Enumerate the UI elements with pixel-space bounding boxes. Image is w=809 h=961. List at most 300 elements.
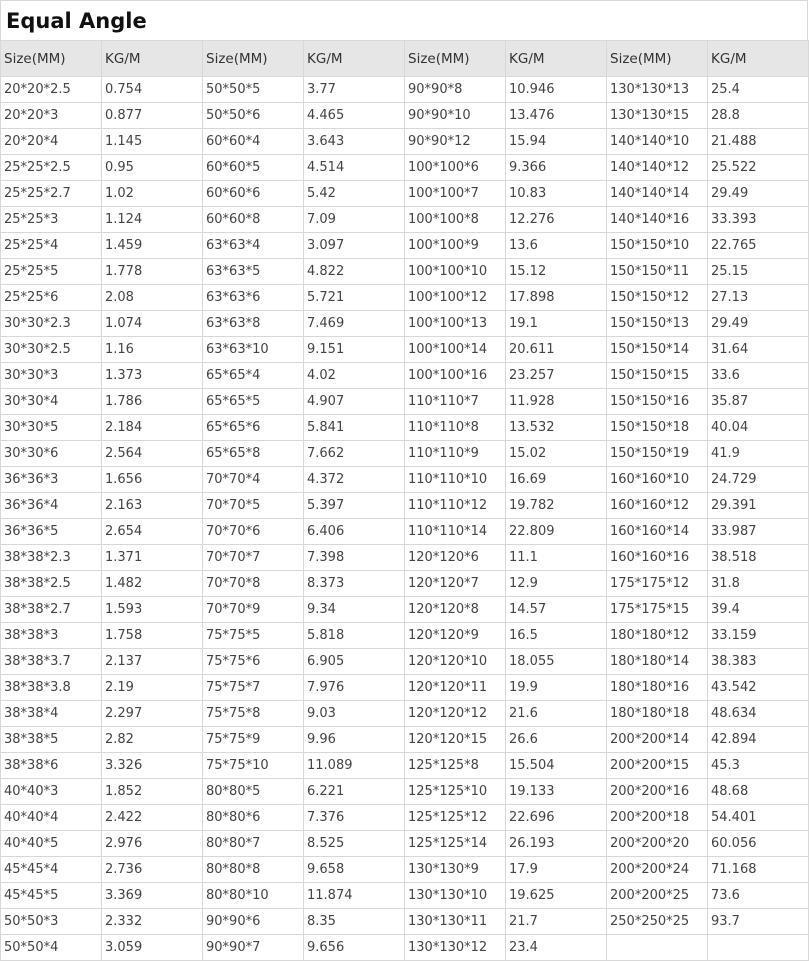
kg-per-meter-cell: 29.49 [708, 181, 809, 207]
table-row [1, 207, 809, 233]
kg-per-meter-cell: 13.6 [506, 233, 607, 259]
kg-per-meter-cell: 54.401 [708, 805, 809, 831]
table-row [1, 597, 809, 623]
size-cell: 25*25*3 [1, 207, 102, 233]
kg-per-meter-cell: 1.074 [102, 311, 203, 337]
size-cell: 63*63*6 [203, 285, 304, 311]
size-cell: 38*38*6 [1, 753, 102, 779]
size-cell: 175*175*12 [607, 571, 708, 597]
kg-per-meter-cell: 45.3 [708, 753, 809, 779]
kg-per-meter-cell: 15.12 [506, 259, 607, 285]
size-cell: 25*25*6 [1, 285, 102, 311]
table-row [1, 935, 809, 961]
size-cell: 75*75*9 [203, 727, 304, 753]
size-cell: 120*120*12 [405, 701, 506, 727]
kg-per-meter-cell: 28.8 [708, 103, 809, 129]
size-cell: 125*125*12 [405, 805, 506, 831]
kg-per-meter-cell: 19.625 [506, 883, 607, 909]
kg-per-meter-cell: 2.19 [102, 675, 203, 701]
kg-per-meter-cell: 18.055 [506, 649, 607, 675]
size-cell: 60*60*6 [203, 181, 304, 207]
kg-per-meter-cell: 2.976 [102, 831, 203, 857]
size-cell: 180*180*16 [607, 675, 708, 701]
table-row [1, 363, 809, 389]
table-row [1, 103, 809, 129]
size-cell: 30*30*6 [1, 441, 102, 467]
kg-per-meter-cell: 4.822 [304, 259, 405, 285]
kg-per-meter-header: KG/M [506, 41, 607, 77]
size-cell: 65*65*4 [203, 363, 304, 389]
size-cell: 65*65*5 [203, 389, 304, 415]
size-cell: 20*20*2.5 [1, 77, 102, 103]
kg-per-meter-cell: 1.482 [102, 571, 203, 597]
size-cell [607, 935, 708, 961]
kg-per-meter-cell: 2.297 [102, 701, 203, 727]
kg-per-meter-cell: 13.476 [506, 103, 607, 129]
size-cell: 20*20*4 [1, 129, 102, 155]
size-cell: 200*200*20 [607, 831, 708, 857]
kg-per-meter-cell: 22.809 [506, 519, 607, 545]
size-cell: 150*150*19 [607, 441, 708, 467]
kg-per-meter-cell: 7.376 [304, 805, 405, 831]
size-cell: 110*110*9 [405, 441, 506, 467]
kg-per-meter-cell: 21.7 [506, 909, 607, 935]
size-cell: 30*30*4 [1, 389, 102, 415]
kg-per-meter-cell: 2.564 [102, 441, 203, 467]
size-cell: 175*175*15 [607, 597, 708, 623]
size-cell: 200*200*14 [607, 727, 708, 753]
kg-per-meter-cell: 26.6 [506, 727, 607, 753]
size-cell: 70*70*9 [203, 597, 304, 623]
kg-per-meter-cell: 7.469 [304, 311, 405, 337]
kg-per-meter-cell: 10.946 [506, 77, 607, 103]
table-row [1, 701, 809, 727]
size-cell: 25*25*2.5 [1, 155, 102, 181]
size-cell: 130*130*12 [405, 935, 506, 961]
kg-per-meter-cell: 40.04 [708, 415, 809, 441]
size-cell: 30*30*3 [1, 363, 102, 389]
kg-per-meter-cell: 21.488 [708, 129, 809, 155]
kg-per-meter-cell: 5.42 [304, 181, 405, 207]
table-row [1, 233, 809, 259]
size-cell: 80*80*10 [203, 883, 304, 909]
table-row [1, 311, 809, 337]
kg-per-meter-cell: 13.532 [506, 415, 607, 441]
table-row [1, 649, 809, 675]
size-cell: 130*130*10 [405, 883, 506, 909]
size-cell: 70*70*8 [203, 571, 304, 597]
size-cell: 100*100*12 [405, 285, 506, 311]
size-cell: 60*60*8 [203, 207, 304, 233]
size-cell: 30*30*2.3 [1, 311, 102, 337]
size-cell: 90*90*6 [203, 909, 304, 935]
table-row [1, 623, 809, 649]
table-row [1, 805, 809, 831]
kg-per-meter-cell: 1.371 [102, 545, 203, 571]
kg-per-meter-cell: 11.089 [304, 753, 405, 779]
kg-per-meter-cell: 1.593 [102, 597, 203, 623]
kg-per-meter-cell: 2.736 [102, 857, 203, 883]
size-cell: 150*150*15 [607, 363, 708, 389]
size-cell: 100*100*7 [405, 181, 506, 207]
size-cell: 150*150*16 [607, 389, 708, 415]
size-cell: 75*75*7 [203, 675, 304, 701]
table-row [1, 337, 809, 363]
kg-per-meter-cell: 1.02 [102, 181, 203, 207]
size-cell: 160*160*16 [607, 545, 708, 571]
size-cell: 140*140*14 [607, 181, 708, 207]
kg-per-meter-cell: 33.393 [708, 207, 809, 233]
size-cell: 130*130*9 [405, 857, 506, 883]
kg-per-meter-cell: 14.57 [506, 597, 607, 623]
kg-per-meter-cell [708, 935, 809, 961]
size-cell: 38*38*2.3 [1, 545, 102, 571]
size-cell: 20*20*3 [1, 103, 102, 129]
kg-per-meter-cell: 1.852 [102, 779, 203, 805]
kg-per-meter-cell: 5.397 [304, 493, 405, 519]
kg-per-meter-cell: 22.696 [506, 805, 607, 831]
kg-per-meter-cell: 2.137 [102, 649, 203, 675]
size-cell: 130*130*11 [405, 909, 506, 935]
kg-per-meter-cell: 25.4 [708, 77, 809, 103]
kg-per-meter-cell: 71.168 [708, 857, 809, 883]
kg-per-meter-cell: 24.729 [708, 467, 809, 493]
size-cell: 120*120*7 [405, 571, 506, 597]
size-cell: 160*160*14 [607, 519, 708, 545]
kg-per-meter-cell: 12.9 [506, 571, 607, 597]
size-cell: 70*70*6 [203, 519, 304, 545]
kg-per-meter-cell: 16.5 [506, 623, 607, 649]
size-cell: 38*38*2.7 [1, 597, 102, 623]
size-cell: 70*70*4 [203, 467, 304, 493]
size-cell: 40*40*3 [1, 779, 102, 805]
kg-per-meter-cell: 1.656 [102, 467, 203, 493]
kg-per-meter-cell: 48.634 [708, 701, 809, 727]
kg-per-meter-header: KG/M [708, 41, 809, 77]
kg-per-meter-cell: 26.193 [506, 831, 607, 857]
kg-per-meter-header: KG/M [102, 41, 203, 77]
kg-per-meter-cell: 10.83 [506, 181, 607, 207]
table-row [1, 181, 809, 207]
size-cell: 25*25*2.7 [1, 181, 102, 207]
kg-per-meter-cell: 5.841 [304, 415, 405, 441]
table-row [1, 77, 809, 103]
kg-per-meter-cell: 0.877 [102, 103, 203, 129]
size-cell: 150*150*14 [607, 337, 708, 363]
size-cell: 180*180*12 [607, 623, 708, 649]
size-cell: 125*125*10 [405, 779, 506, 805]
kg-per-meter-cell: 6.905 [304, 649, 405, 675]
size-cell: 140*140*10 [607, 129, 708, 155]
size-cell: 90*90*8 [405, 77, 506, 103]
kg-per-meter-cell: 6.221 [304, 779, 405, 805]
size-cell: 180*180*18 [607, 701, 708, 727]
kg-per-meter-cell: 7.976 [304, 675, 405, 701]
kg-per-meter-cell: 12.276 [506, 207, 607, 233]
table-row [1, 441, 809, 467]
kg-per-meter-cell: 2.654 [102, 519, 203, 545]
table-row [1, 519, 809, 545]
size-cell: 50*50*3 [1, 909, 102, 935]
size-cell: 80*80*6 [203, 805, 304, 831]
size-cell: 75*75*10 [203, 753, 304, 779]
kg-per-meter-cell: 3.643 [304, 129, 405, 155]
kg-per-meter-cell: 16.69 [506, 467, 607, 493]
size-cell: 160*160*10 [607, 467, 708, 493]
size-cell: 75*75*8 [203, 701, 304, 727]
size-header: Size(MM) [1, 41, 102, 77]
size-cell: 50*50*6 [203, 103, 304, 129]
size-cell: 110*110*14 [405, 519, 506, 545]
table-row [1, 753, 809, 779]
kg-per-meter-cell: 9.03 [304, 701, 405, 727]
kg-per-meter-cell: 11.1 [506, 545, 607, 571]
size-cell: 150*150*18 [607, 415, 708, 441]
kg-per-meter-cell: 7.662 [304, 441, 405, 467]
size-cell: 90*90*10 [405, 103, 506, 129]
kg-per-meter-cell: 15.94 [506, 129, 607, 155]
kg-per-meter-cell: 38.383 [708, 649, 809, 675]
kg-per-meter-cell: 25.522 [708, 155, 809, 181]
size-cell: 150*150*13 [607, 311, 708, 337]
kg-per-meter-cell: 31.64 [708, 337, 809, 363]
size-cell: 80*80*8 [203, 857, 304, 883]
kg-per-meter-cell: 29.49 [708, 311, 809, 337]
kg-per-meter-cell: 8.525 [304, 831, 405, 857]
table-row [1, 831, 809, 857]
table-body [1, 77, 809, 961]
size-cell: 38*38*4 [1, 701, 102, 727]
kg-per-meter-cell: 3.77 [304, 77, 405, 103]
kg-per-meter-cell: 0.95 [102, 155, 203, 181]
size-cell: 36*36*4 [1, 493, 102, 519]
kg-per-meter-cell: 4.907 [304, 389, 405, 415]
size-cell: 70*70*7 [203, 545, 304, 571]
kg-per-meter-cell: 19.133 [506, 779, 607, 805]
kg-per-meter-cell: 33.987 [708, 519, 809, 545]
size-cell: 120*120*10 [405, 649, 506, 675]
table-header [1, 41, 809, 77]
kg-per-meter-cell: 42.894 [708, 727, 809, 753]
table-row [1, 857, 809, 883]
size-cell: 120*120*15 [405, 727, 506, 753]
size-cell: 60*60*4 [203, 129, 304, 155]
size-cell: 63*63*10 [203, 337, 304, 363]
size-cell: 125*125*14 [405, 831, 506, 857]
kg-per-meter-cell: 1.778 [102, 259, 203, 285]
kg-per-meter-cell: 19.782 [506, 493, 607, 519]
equal-angle-table [0, 40, 809, 961]
kg-per-meter-cell: 39.4 [708, 597, 809, 623]
table-row [1, 467, 809, 493]
kg-per-meter-cell: 15.02 [506, 441, 607, 467]
table-row [1, 415, 809, 441]
table-row [1, 259, 809, 285]
size-cell: 38*38*3.7 [1, 649, 102, 675]
page-title: Equal Angle [0, 0, 808, 40]
kg-per-meter-cell: 2.184 [102, 415, 203, 441]
kg-per-meter-cell: 33.6 [708, 363, 809, 389]
size-cell: 110*110*10 [405, 467, 506, 493]
kg-per-meter-cell: 23.4 [506, 935, 607, 961]
kg-per-meter-cell: 22.765 [708, 233, 809, 259]
table-row [1, 571, 809, 597]
table-row [1, 675, 809, 701]
size-cell: 150*150*12 [607, 285, 708, 311]
size-cell: 200*200*24 [607, 857, 708, 883]
kg-per-meter-header: KG/M [304, 41, 405, 77]
kg-per-meter-cell: 5.818 [304, 623, 405, 649]
kg-per-meter-cell: 8.373 [304, 571, 405, 597]
kg-per-meter-cell: 48.68 [708, 779, 809, 805]
kg-per-meter-cell: 43.542 [708, 675, 809, 701]
size-cell: 36*36*5 [1, 519, 102, 545]
size-cell: 110*110*12 [405, 493, 506, 519]
size-cell: 80*80*7 [203, 831, 304, 857]
kg-per-meter-cell: 11.928 [506, 389, 607, 415]
size-cell: 38*38*3 [1, 623, 102, 649]
kg-per-meter-cell: 6.406 [304, 519, 405, 545]
size-cell: 100*100*13 [405, 311, 506, 337]
size-cell: 100*100*8 [405, 207, 506, 233]
size-cell: 50*50*5 [203, 77, 304, 103]
kg-per-meter-cell: 7.09 [304, 207, 405, 233]
kg-per-meter-cell: 2.08 [102, 285, 203, 311]
kg-per-meter-cell: 27.13 [708, 285, 809, 311]
kg-per-meter-cell: 4.02 [304, 363, 405, 389]
size-cell: 30*30*2.5 [1, 337, 102, 363]
kg-per-meter-cell: 19.9 [506, 675, 607, 701]
size-cell: 180*180*14 [607, 649, 708, 675]
size-cell: 130*130*13 [607, 77, 708, 103]
kg-per-meter-cell: 29.391 [708, 493, 809, 519]
kg-per-meter-cell: 33.159 [708, 623, 809, 649]
size-cell: 120*120*11 [405, 675, 506, 701]
table-row [1, 779, 809, 805]
kg-per-meter-cell: 11.874 [304, 883, 405, 909]
kg-per-meter-cell: 9.658 [304, 857, 405, 883]
kg-per-meter-cell: 1.373 [102, 363, 203, 389]
size-cell: 70*70*5 [203, 493, 304, 519]
kg-per-meter-cell: 15.504 [506, 753, 607, 779]
kg-per-meter-cell: 1.758 [102, 623, 203, 649]
size-cell: 80*80*5 [203, 779, 304, 805]
kg-per-meter-cell: 3.059 [102, 935, 203, 961]
size-cell: 110*110*7 [405, 389, 506, 415]
kg-per-meter-cell: 60.056 [708, 831, 809, 857]
table-row [1, 155, 809, 181]
size-cell: 45*45*5 [1, 883, 102, 909]
kg-per-meter-cell: 17.898 [506, 285, 607, 311]
kg-per-meter-cell: 1.16 [102, 337, 203, 363]
size-cell: 100*100*10 [405, 259, 506, 285]
kg-per-meter-cell: 73.6 [708, 883, 809, 909]
size-cell: 65*65*6 [203, 415, 304, 441]
size-cell: 38*38*2.5 [1, 571, 102, 597]
table-row [1, 285, 809, 311]
table-row [1, 389, 809, 415]
kg-per-meter-cell: 9.151 [304, 337, 405, 363]
size-cell: 160*160*12 [607, 493, 708, 519]
kg-per-meter-cell: 38.518 [708, 545, 809, 571]
size-cell: 150*150*11 [607, 259, 708, 285]
size-cell: 100*100*9 [405, 233, 506, 259]
size-cell: 50*50*4 [1, 935, 102, 961]
kg-per-meter-cell: 4.465 [304, 103, 405, 129]
kg-per-meter-cell: 93.7 [708, 909, 809, 935]
kg-per-meter-cell: 35.87 [708, 389, 809, 415]
kg-per-meter-cell: 2.82 [102, 727, 203, 753]
size-cell: 200*200*18 [607, 805, 708, 831]
size-cell: 120*120*8 [405, 597, 506, 623]
kg-per-meter-cell: 3.326 [102, 753, 203, 779]
kg-per-meter-cell: 19.1 [506, 311, 607, 337]
size-cell: 200*200*16 [607, 779, 708, 805]
size-cell: 100*100*6 [405, 155, 506, 181]
kg-per-meter-cell: 2.332 [102, 909, 203, 935]
size-cell: 200*200*15 [607, 753, 708, 779]
kg-per-meter-cell: 5.721 [304, 285, 405, 311]
size-cell: 38*38*3.8 [1, 675, 102, 701]
size-cell: 200*200*25 [607, 883, 708, 909]
kg-per-meter-cell: 23.257 [506, 363, 607, 389]
kg-per-meter-cell: 1.786 [102, 389, 203, 415]
size-cell: 25*25*4 [1, 233, 102, 259]
table-row [1, 129, 809, 155]
kg-per-meter-cell: 7.398 [304, 545, 405, 571]
kg-per-meter-cell: 9.366 [506, 155, 607, 181]
kg-per-meter-cell: 3.369 [102, 883, 203, 909]
table-row [1, 545, 809, 571]
kg-per-meter-cell: 41.9 [708, 441, 809, 467]
size-cell: 63*63*4 [203, 233, 304, 259]
size-cell: 120*120*6 [405, 545, 506, 571]
kg-per-meter-cell: 17.9 [506, 857, 607, 883]
size-cell: 38*38*5 [1, 727, 102, 753]
kg-per-meter-cell: 1.145 [102, 129, 203, 155]
kg-per-meter-cell: 25.15 [708, 259, 809, 285]
size-cell: 130*130*15 [607, 103, 708, 129]
size-cell: 110*110*8 [405, 415, 506, 441]
kg-per-meter-cell: 1.459 [102, 233, 203, 259]
size-header: Size(MM) [405, 41, 506, 77]
size-cell: 25*25*5 [1, 259, 102, 285]
size-cell: 40*40*5 [1, 831, 102, 857]
size-cell: 65*65*8 [203, 441, 304, 467]
header-row [1, 41, 809, 77]
kg-per-meter-cell: 0.754 [102, 77, 203, 103]
kg-per-meter-cell: 4.514 [304, 155, 405, 181]
size-cell: 150*150*10 [607, 233, 708, 259]
kg-per-meter-cell: 9.656 [304, 935, 405, 961]
kg-per-meter-cell: 1.124 [102, 207, 203, 233]
size-cell: 63*63*5 [203, 259, 304, 285]
size-cell: 36*36*3 [1, 467, 102, 493]
size-cell: 75*75*6 [203, 649, 304, 675]
size-cell: 250*250*25 [607, 909, 708, 935]
size-cell: 140*140*12 [607, 155, 708, 181]
size-cell: 30*30*5 [1, 415, 102, 441]
size-cell: 125*125*8 [405, 753, 506, 779]
table-row [1, 909, 809, 935]
size-cell: 100*100*14 [405, 337, 506, 363]
table-row [1, 493, 809, 519]
size-cell: 120*120*9 [405, 623, 506, 649]
size-header: Size(MM) [203, 41, 304, 77]
size-cell: 90*90*7 [203, 935, 304, 961]
kg-per-meter-cell: 20.611 [506, 337, 607, 363]
kg-per-meter-cell: 3.097 [304, 233, 405, 259]
